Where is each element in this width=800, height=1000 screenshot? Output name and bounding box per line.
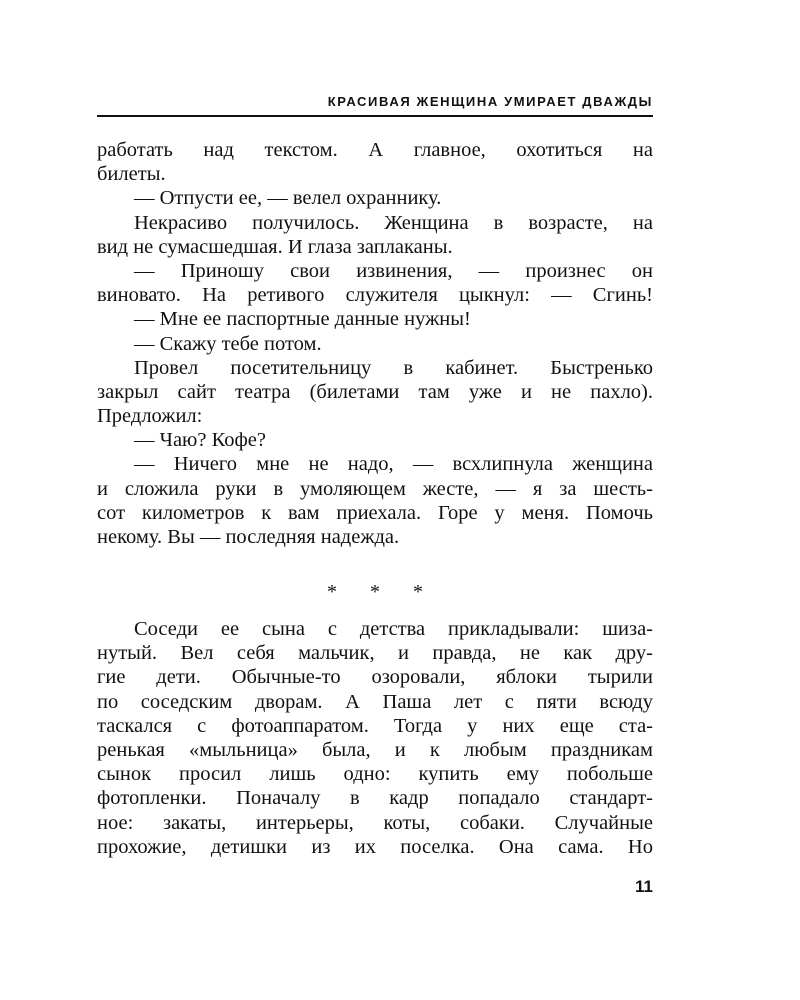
text-line: сынок просил лишь одно: купить ему побольше xyxy=(97,763,653,786)
text-line: таскался с фотоаппаратом. Тогда у них еще ста- xyxy=(97,714,653,737)
text-line: — Отпусти ее, — велел охраннику. xyxy=(134,187,442,210)
page-number: 11 xyxy=(635,877,653,896)
text-line: по соседским дворам. А Паша лет с пяти всюду xyxy=(97,690,653,713)
text-line: виновато. На ретивого служителя цыкнул: — Сгинь! xyxy=(97,284,653,307)
header-rule xyxy=(97,115,653,117)
text-line: прохожие, детишки из их поселка. Она сама. Но xyxy=(97,835,653,858)
section-separator: * * * xyxy=(327,581,437,603)
text-line: и сложила руки в умоляющем жесте, — я за шесть- xyxy=(97,477,653,500)
text-line: гие дети. Обычные-то озоровали, яблоки тырили xyxy=(97,666,653,689)
text-line: фотопленки. Поначалу в кадр попадало стандарт- xyxy=(97,787,653,810)
text-line: Провел посетительницу в кабинет. Быстренько xyxy=(134,356,653,379)
text-line: — Приношу свои извинения, — произнес он xyxy=(134,259,653,282)
text-line: сот километров к вам приехала. Горе у меня. Помочь xyxy=(97,501,653,524)
text-line: — Ничего мне не надо, — всхлипнула женщина xyxy=(134,453,653,476)
text-line: ное: закаты, интерьеры, коты, собаки. Случайные xyxy=(97,811,653,834)
text-line: Предложил: xyxy=(97,405,203,428)
text-line: билеты. xyxy=(97,163,166,186)
text-line: закрыл сайт театра (билетами там уже и не пахло). xyxy=(97,380,653,403)
text-line: — Чаю? Кофе? xyxy=(134,429,266,452)
text-line: — Скажу тебе потом. xyxy=(134,332,322,355)
text-line: некому. Вы — последняя надежда. xyxy=(97,526,400,548)
text-line: работать над текстом. А главное, охотиться на xyxy=(97,139,653,161)
running-head-title: КРАСИВАЯ ЖЕНЩИНА УМИРАЕТ ДВАЖДЫ xyxy=(327,94,653,109)
body-text-section-2 xyxy=(97,617,653,859)
text-line: Соседи ее сына с детства прикладывали: шиза- xyxy=(134,618,653,640)
text-line: ренькая «мыльница» была, и к любым праздникам xyxy=(97,738,653,761)
text-line: — Мне ее паспортные данные нужны! xyxy=(134,308,471,331)
text-line: вид не сумасшедшая. И глаза заплаканы. xyxy=(97,235,453,258)
text-line: нутый. Вел себя мальчик, и правда, не как дру- xyxy=(97,642,653,665)
body-text-section-1 xyxy=(97,138,653,549)
text-line: Некрасиво получилось. Женщина в возрасте, на xyxy=(134,211,653,234)
